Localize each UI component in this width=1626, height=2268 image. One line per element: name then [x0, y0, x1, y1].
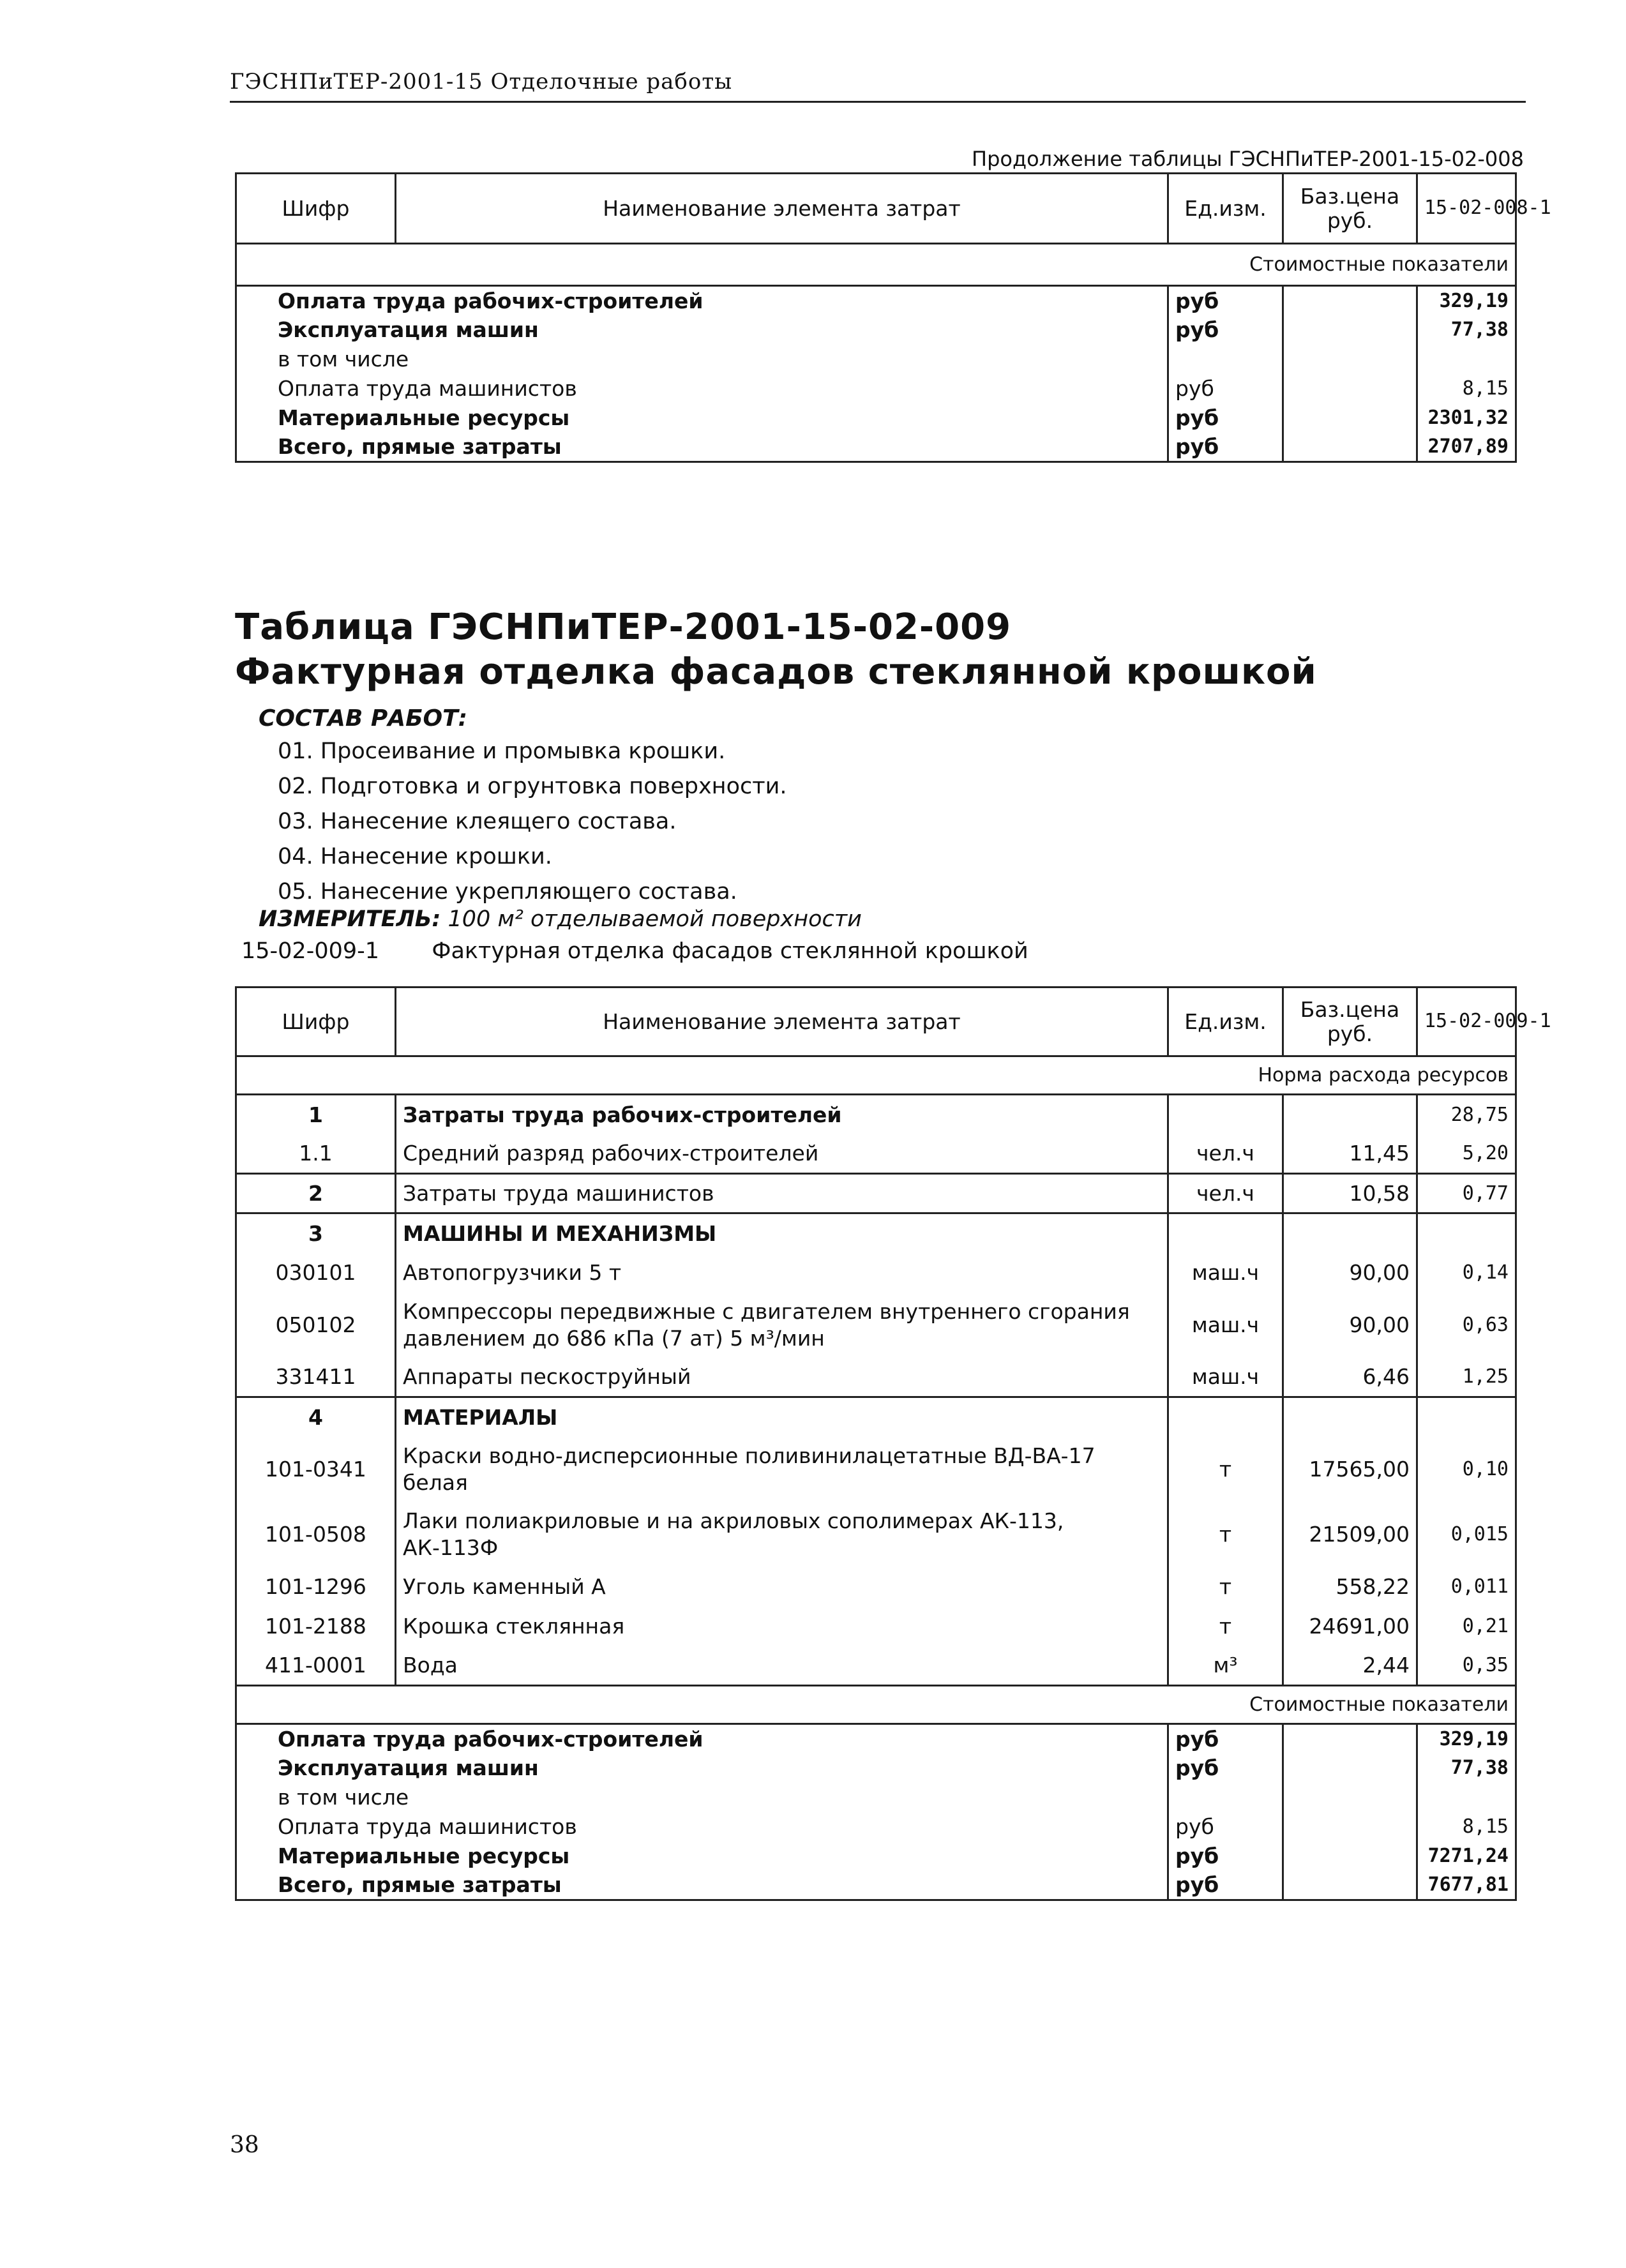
cost-row-price — [1283, 1842, 1417, 1871]
resource-name: Крошка стеклянная — [396, 1607, 1168, 1646]
cost-row-value — [1417, 1783, 1516, 1812]
resource-unit — [1168, 1397, 1283, 1437]
running-header: ГЭСНПиТЕР-2001-15 Отделочные работы — [230, 69, 733, 94]
cost-row-price — [1283, 1871, 1417, 1900]
resource-unit: т — [1168, 1567, 1283, 1607]
cost-row — [236, 1812, 1516, 1842]
cost-row-price — [1283, 315, 1417, 345]
cost-row-unit: руб — [1168, 1754, 1283, 1783]
works-list — [278, 734, 787, 910]
cost-row-price — [1283, 1724, 1417, 1754]
resource-price — [1283, 1213, 1417, 1253]
table-subtitle: Фактурная отделка фасадов стеклянной крошкой — [235, 651, 1317, 693]
resource-code: 030101 — [236, 1253, 396, 1293]
resource-name: Уголь каменный А — [396, 1567, 1168, 1607]
cost-row-value: 2707,89 — [1417, 433, 1516, 462]
resource-code: 101-1296 — [236, 1567, 396, 1607]
resource-price: 6,46 — [1283, 1358, 1417, 1397]
cost-row-price — [1283, 1783, 1417, 1812]
cost-row-name: Оплата труда машинистов — [236, 1812, 1168, 1842]
cost-row-price — [1283, 403, 1417, 433]
col-header-code: Шифр — [236, 988, 396, 1056]
resource-name: Затраты труда машинистов — [396, 1174, 1168, 1213]
cost-row-name: Оплата труда рабочих-строителей — [236, 286, 1168, 315]
cost-row — [236, 403, 1516, 433]
resource-group-row — [236, 1213, 1516, 1253]
resource-norm: 0,77 — [1417, 1174, 1516, 1213]
resource-unit — [1168, 1213, 1283, 1253]
cost-row — [236, 433, 1516, 462]
resource-row — [236, 1567, 1516, 1607]
cost-row-value: 329,19 — [1417, 286, 1516, 315]
cost-row-value: 7271,24 — [1417, 1842, 1516, 1871]
cost-row — [236, 1871, 1516, 1900]
resource-price: 2,44 — [1283, 1646, 1417, 1686]
resource-unit: чел.ч — [1168, 1134, 1283, 1174]
cost-row-unit: руб — [1168, 286, 1283, 315]
resource-code: 101-0508 — [236, 1502, 396, 1567]
resource-price — [1283, 1095, 1417, 1134]
resource-row — [236, 1502, 1516, 1567]
resource-code: 101-2188 — [236, 1607, 396, 1646]
work-step: 01. Просеивание и промывка крошки. — [278, 739, 726, 764]
resource-code: 331411 — [236, 1358, 396, 1397]
resource-name: Краски водно-дисперсионные поливинилацетатные ВД-ВА-17 белая — [396, 1437, 1168, 1502]
cost-row-value: 77,38 — [1417, 1754, 1516, 1783]
resource-unit: т — [1168, 1502, 1283, 1567]
resource-unit: т — [1168, 1607, 1283, 1646]
col-header-name: Наименование элемента затрат — [396, 174, 1168, 244]
resource-norm: 5,20 — [1417, 1134, 1516, 1174]
resource-code: 3 — [236, 1213, 396, 1253]
resource-row — [236, 1437, 1516, 1502]
cost-row-unit: руб — [1168, 1812, 1283, 1842]
resource-table-15-02-009 — [235, 986, 1551, 1901]
resource-unit: чел.ч — [1168, 1174, 1283, 1213]
cost-row-value: 8,15 — [1417, 1812, 1516, 1842]
resource-code: 411-0001 — [236, 1646, 396, 1686]
cost-row-name: Оплата труда машинистов — [236, 374, 1168, 403]
resource-code: 4 — [236, 1397, 396, 1437]
resource-price: 90,00 — [1283, 1293, 1417, 1358]
cost-row-value: 77,38 — [1417, 315, 1516, 345]
cost-row — [236, 1724, 1516, 1754]
col-header-norm: 15-02-008-1 — [1417, 174, 1516, 244]
item-name: Фактурная отделка фасадов стеклянной крошкой — [432, 938, 1028, 964]
resource-price — [1283, 1397, 1417, 1437]
col-header-name: Наименование элемента затрат — [396, 988, 1168, 1056]
cost-row-unit — [1168, 345, 1283, 374]
cost-row-name: в том числе — [236, 1783, 1168, 1812]
resource-row — [236, 1253, 1516, 1293]
resource-price: 24691,00 — [1283, 1607, 1417, 1646]
measure-value: 100 м² отделываемой поверхности — [448, 906, 862, 932]
col-header-price: Баз.цена руб. — [1283, 988, 1417, 1056]
cost-row-name: Эксплуатация машин — [236, 1754, 1168, 1783]
cost-row-price — [1283, 1754, 1417, 1783]
resource-name: Автопогрузчики 5 т — [396, 1253, 1168, 1293]
cost-row-value: 2301,32 — [1417, 403, 1516, 433]
resource-norm: 0,015 — [1417, 1502, 1516, 1567]
resource-row — [236, 1358, 1516, 1397]
table-title: Таблица ГЭСНПиТЕР-2001-15-02-009 — [235, 606, 1012, 648]
resource-price: 11,45 — [1283, 1134, 1417, 1174]
resource-unit: маш.ч — [1168, 1293, 1283, 1358]
cost-row-unit: руб — [1168, 315, 1283, 345]
col-header-code: Шифр — [236, 174, 396, 244]
cost-row-value: 8,15 — [1417, 374, 1516, 403]
cost-row-price — [1283, 286, 1417, 315]
cost-row — [236, 315, 1516, 345]
resource-code: 1.1 — [236, 1134, 396, 1174]
resource-price: 21509,00 — [1283, 1502, 1417, 1567]
resource-norm — [1417, 1213, 1516, 1253]
resource-price: 90,00 — [1283, 1253, 1417, 1293]
measure-line — [259, 906, 862, 932]
cost-row-name: Всего, прямые затраты — [236, 433, 1168, 462]
cost-indicators-subheader: Стоимостные показатели — [236, 1686, 1516, 1724]
work-step: 05. Нанесение укрепляющего состава. — [278, 879, 737, 905]
resource-unit: м³ — [1168, 1646, 1283, 1686]
resource-name: МАТЕРИАЛЫ — [396, 1397, 1168, 1437]
resource-name: Затраты труда рабочих-строителей — [396, 1095, 1168, 1134]
norm-subheader: Норма расхода ресурсов — [236, 1056, 1516, 1095]
cost-row-price — [1283, 345, 1417, 374]
resource-norm — [1417, 1397, 1516, 1437]
resource-norm: 0,011 — [1417, 1567, 1516, 1607]
resource-norm: 28,75 — [1417, 1095, 1516, 1134]
header-divider — [230, 101, 1526, 103]
works-heading: СОСТАВ РАБОТ: — [259, 705, 468, 732]
cost-row-price — [1283, 433, 1417, 462]
resource-group-row — [236, 1095, 1516, 1134]
resource-code: 101-0341 — [236, 1437, 396, 1502]
cost-row-name: Материальные ресурсы — [236, 1842, 1168, 1871]
resource-row — [236, 1293, 1516, 1358]
resource-norm: 0,63 — [1417, 1293, 1516, 1358]
cost-row — [236, 1783, 1516, 1812]
cost-row-value: 329,19 — [1417, 1724, 1516, 1754]
cost-row-name: Эксплуатация машин — [236, 315, 1168, 345]
cost-row-name: Материальные ресурсы — [236, 403, 1168, 433]
cost-row-unit: руб — [1168, 1724, 1283, 1754]
item-code: 15-02-009-1 — [241, 938, 380, 964]
item-line — [241, 938, 1028, 964]
table-continuation-caption: Продолжение таблицы ГЭСНПиТЕР-2001-15-02-008 — [972, 147, 1524, 171]
page-number: 38 — [230, 2132, 259, 2158]
resource-norm: 0,14 — [1417, 1253, 1516, 1293]
resource-name: Вода — [396, 1646, 1168, 1686]
col-header-price: Баз.цена руб. — [1283, 174, 1417, 244]
cost-row-unit: руб — [1168, 1871, 1283, 1900]
resource-name: Компрессоры передвижные с двигателем внутреннего сгорания давлением до 686 кПа (7 ат) 5 м³/мин — [396, 1293, 1168, 1358]
resource-row — [236, 1607, 1516, 1646]
col-header-unit: Ед.изм. — [1168, 174, 1283, 244]
cost-row-unit: руб — [1168, 433, 1283, 462]
resource-name: МАШИНЫ И МЕХАНИЗМЫ — [396, 1213, 1168, 1253]
resource-price: 558,22 — [1283, 1567, 1417, 1607]
resource-row — [236, 1134, 1516, 1174]
resource-unit: маш.ч — [1168, 1253, 1283, 1293]
resource-norm: 0,21 — [1417, 1607, 1516, 1646]
resource-group-row — [236, 1397, 1516, 1437]
cost-row-unit — [1168, 1783, 1283, 1812]
cost-row-value — [1417, 345, 1516, 374]
resource-price: 10,58 — [1283, 1174, 1417, 1213]
work-step: 04. Нанесение крошки. — [278, 844, 552, 869]
cost-row-value: 7677,81 — [1417, 1871, 1516, 1900]
cost-row-unit: руб — [1168, 374, 1283, 403]
resource-unit: маш.ч — [1168, 1358, 1283, 1397]
cost-table-15-02-008 — [235, 172, 1551, 463]
work-step: 03. Нанесение клеящего состава. — [278, 809, 677, 834]
resource-code: 2 — [236, 1174, 396, 1213]
resource-name: Средний разряд рабочих-строителей — [396, 1134, 1168, 1174]
cost-row-unit: руб — [1168, 1842, 1283, 1871]
resource-group-row — [236, 1174, 1516, 1213]
cost-row — [236, 1754, 1516, 1783]
resource-code: 1 — [236, 1095, 396, 1134]
cost-row-name: Оплата труда рабочих-строителей — [236, 1724, 1168, 1754]
resource-name: Лаки полиакриловые и на акриловых сополимерах АК-113, АК-113Ф — [396, 1502, 1168, 1567]
col-header-unit: Ед.изм. — [1168, 988, 1283, 1056]
cost-indicators-subheader: Стоимостные показатели — [236, 244, 1516, 286]
cost-row — [236, 345, 1516, 374]
cost-row-name: в том числе — [236, 345, 1168, 374]
resource-unit: т — [1168, 1437, 1283, 1502]
resource-name: Аппараты пескоструйный — [396, 1358, 1168, 1397]
resource-unit — [1168, 1095, 1283, 1134]
resource-row — [236, 1646, 1516, 1686]
cost-row-price — [1283, 1812, 1417, 1842]
cost-row — [236, 286, 1516, 315]
work-step: 02. Подготовка и огрунтовка поверхности. — [278, 774, 787, 799]
resource-norm: 0,10 — [1417, 1437, 1516, 1502]
measure-label: ИЗМЕРИТЕЛЬ: — [259, 906, 441, 932]
resource-price: 17565,00 — [1283, 1437, 1417, 1502]
cost-row — [236, 374, 1516, 403]
cost-row-price — [1283, 374, 1417, 403]
cost-row-name: Всего, прямые затраты — [236, 1871, 1168, 1900]
col-header-norm: 15-02-009-1 — [1417, 988, 1516, 1056]
resource-norm: 1,25 — [1417, 1358, 1516, 1397]
resource-norm: 0,35 — [1417, 1646, 1516, 1686]
cost-row-unit: руб — [1168, 403, 1283, 433]
cost-row — [236, 1842, 1516, 1871]
resource-code: 050102 — [236, 1293, 396, 1358]
